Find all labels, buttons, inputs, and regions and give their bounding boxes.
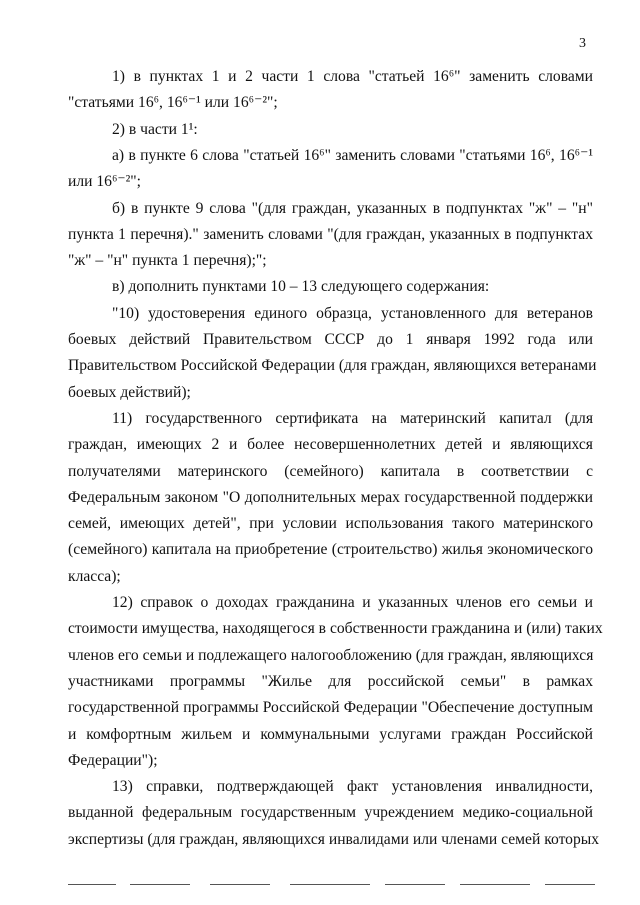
text-line: пункта 1 перечня)." заменить словами "(для граждан, указанных в подпунктах (68, 225, 593, 243)
text-line: "статьями 16⁶, 16⁶⁻¹ или 16⁶⁻²"; (68, 94, 278, 112)
footer-rule-segment (385, 884, 445, 885)
text-line: Правительством Российской Федерации (для граждан, являющихся ветеранами (68, 357, 597, 375)
text-line: б) в пункте 9 слова "(для граждан, указанных в подпунктах "ж" – "н" (112, 199, 593, 217)
text-line: (семейного) капитала на приобретение (строительство) жилья экономического (68, 541, 593, 559)
text-line: и комфортным жильем и коммунальными услугами граждан Российской (68, 725, 593, 743)
text-line: 1) в пунктах 1 и 2 части 1 слова "статьей 16⁶" заменить словами (112, 68, 593, 85)
text-line: "ж" – "н" пункта 1 перечня);"; (68, 252, 267, 270)
text-line: участниками программы "Жилье для российской семьи" в рамках (68, 672, 593, 690)
text-line: 2) в части 1¹: (112, 120, 198, 138)
footer-rule-segment (130, 884, 190, 885)
text-line: боевых действий); (68, 383, 191, 401)
text-line: 12) справок о доходах гражданина и указанных членов его семьи и (112, 594, 593, 611)
text-line: получателями материнского (семейного) капитала в соответствии с (68, 462, 593, 480)
footer-rule-segment (545, 884, 595, 885)
text-line: а) в пункте 6 слова "статьей 16⁶" заменить словами "статьями 16⁶, 16⁶⁻¹ (112, 146, 593, 164)
text-line: семей, имеющих детей", при условии использования такого материнского (68, 515, 593, 533)
text-line: класса); (68, 567, 121, 585)
text-line: боевых действий Правительством СССР до 1 января 1992 года или (68, 331, 593, 348)
text-line: "10) удостоверения единого образца, установленного для ветеранов (112, 304, 593, 322)
text-line: выданной федеральным государственным учреждением медико-социальной (68, 804, 593, 822)
text-line: стоимости имущества, находящегося в собственности гражданина и (или) таких (68, 620, 603, 638)
page-number: 3 (579, 36, 586, 51)
text-line: Федерации"); (68, 751, 158, 769)
footer-rule-segment (68, 884, 116, 885)
footer-rule-segment (210, 884, 270, 885)
text-line: государственной программы Российской Федерации "Обеспечение доступным (68, 699, 593, 717)
text-line: граждан, имеющих 2 и более несовершеннолетних детей и являющихся (68, 436, 593, 454)
text-line: 11) государственного сертификата на материнский капитал (для (112, 409, 593, 427)
text-line: или 16⁶⁻²"; (68, 173, 142, 191)
text-line: экспертизы (для граждан, являющихся инвалидами или членами семей которых (68, 830, 600, 848)
text-line: в) дополнить пунктами 10 – 13 следующего содержания: (112, 278, 490, 296)
footer-rule-segment (290, 884, 370, 885)
footer-rule-segment (460, 884, 530, 885)
text-line: членов его семьи и подлежащего налогообложению (для граждан, являющихся (68, 646, 594, 664)
text-line: Федеральным законом "О дополнительных мерах государственной поддержки (68, 488, 593, 506)
text-line: 13) справки, подтверждающей факт установления инвалидности, (112, 778, 593, 796)
